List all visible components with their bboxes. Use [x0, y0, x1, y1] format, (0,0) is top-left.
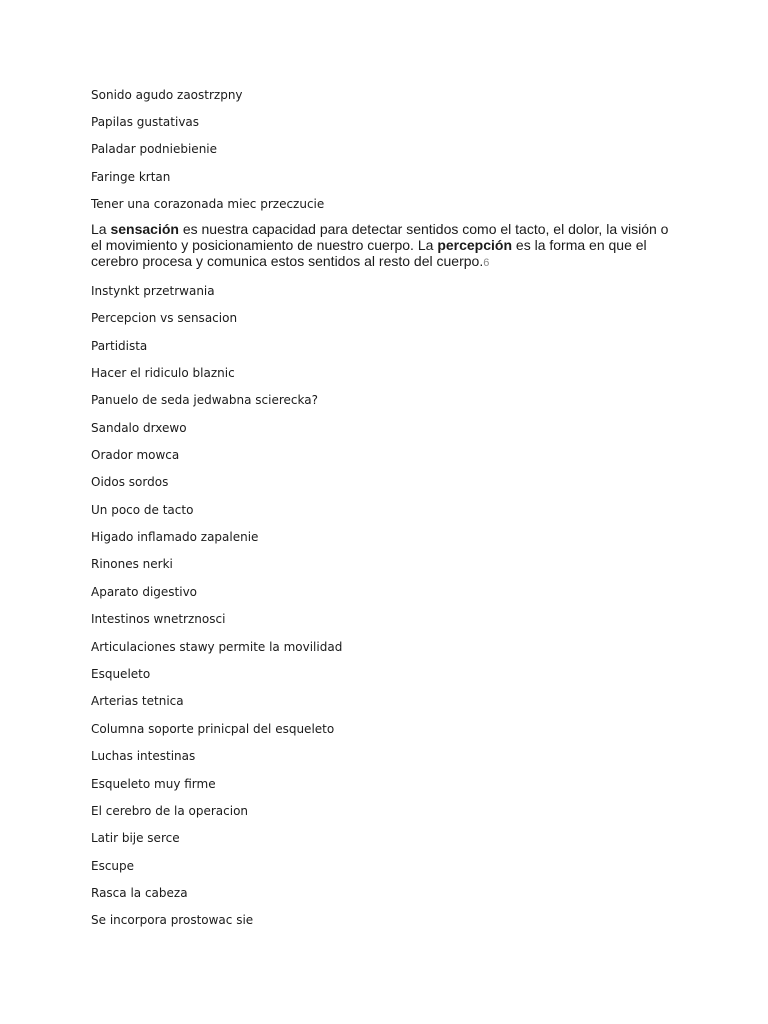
text-line: Percepcion vs sensacion	[91, 311, 238, 325]
footnote-reference[interactable]: 6	[483, 257, 490, 269]
text-line: Columna soporte prinicpal del esqueleto	[91, 722, 335, 736]
text-line: Paladar podniebienie	[91, 142, 218, 156]
text-line: Luchas intestinas	[91, 749, 196, 763]
text-line: Arterias tetnica	[91, 694, 184, 708]
paragraph-text: La	[91, 221, 111, 237]
text-line: El cerebro de la operacion	[91, 804, 249, 818]
text-line: Escupe	[91, 859, 135, 873]
paragraph-text: es nuestra capacidad para detectar sentidos como el tacto, el dolor, la visión o el movimiento y posicionamiento de nuestro cuerpo. La	[91, 221, 669, 253]
text-line: Un poco de tacto	[91, 503, 194, 517]
text-line: Oidos sordos	[91, 475, 169, 489]
definition-paragraph	[91, 221, 681, 271]
text-line: Esqueleto muy firme	[91, 777, 216, 791]
text-line: Aparato digestivo	[91, 585, 198, 599]
text-line: Orador mowca	[91, 448, 180, 462]
text-line: Partidista	[91, 339, 148, 353]
text-line: Esqueleto	[91, 667, 151, 681]
text-line: Hacer el ridiculo blaznic	[91, 366, 235, 380]
term-percepcion: percepción	[437, 237, 513, 253]
text-line: Rasca la cabeza	[91, 886, 188, 900]
paragraph-text: es la forma en que el cerebro procesa y comunica estos sentidos al resto del cuerpo.	[91, 237, 647, 269]
term-sensacion: sensación	[110, 221, 179, 237]
text-line: Tener una corazonada miec przeczucie	[91, 197, 325, 211]
text-line: Intestinos wnetrznosci	[91, 612, 226, 626]
text-line: Papilas gustativas	[91, 115, 200, 129]
text-line: Rinones nerki	[91, 557, 173, 571]
text-line: Panuelo de seda jedwabna scierecka?	[91, 393, 318, 407]
text-line: Sonido agudo zaostrzpny	[91, 88, 243, 102]
text-line: Se incorpora prostowac sie	[91, 913, 254, 927]
text-line: Latir bije serce	[91, 831, 180, 845]
text-line: Faringe krtan	[91, 170, 171, 184]
text-line: Higado inflamado zapalenie	[91, 530, 259, 544]
text-line: Sandalo drxewo	[91, 421, 187, 435]
text-line: Articulaciones stawy permite la movilidad	[91, 640, 343, 654]
text-line: Instynkt przetrwania	[91, 284, 215, 298]
